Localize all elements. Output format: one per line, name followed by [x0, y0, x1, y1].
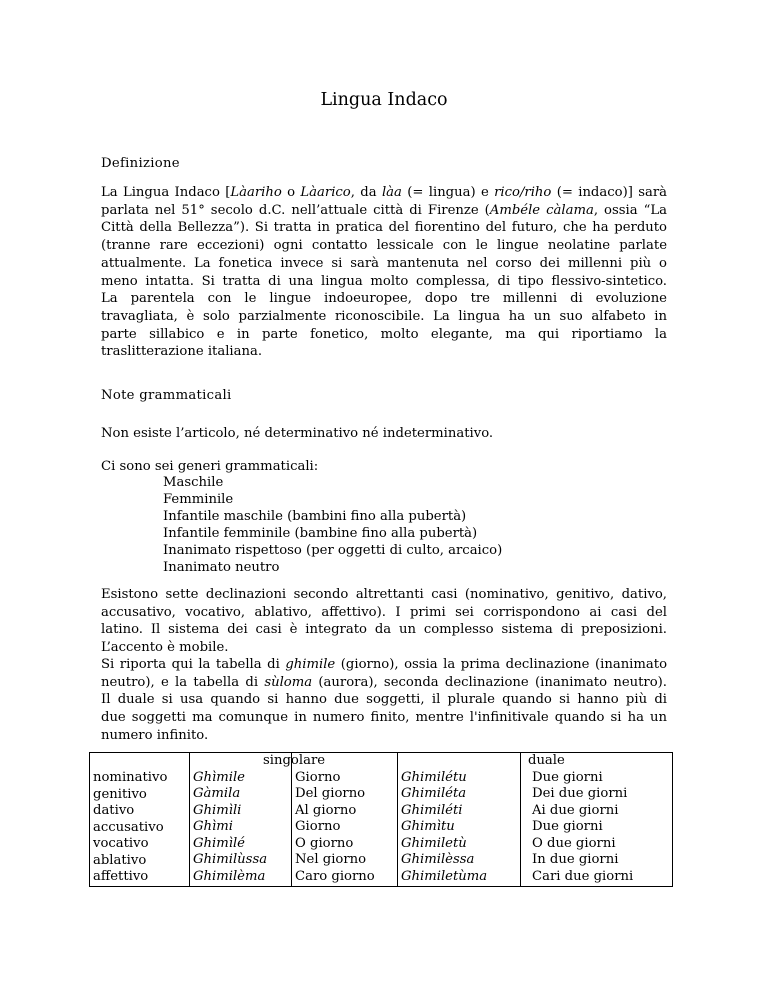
- dual-form: Ghimiléti: [401, 802, 463, 818]
- case-name: ablativo: [93, 852, 147, 868]
- italic-term: sùloma: [264, 674, 313, 690]
- text-line: parte sillabico e in parte fonetico, molto elegante, ma qui riportiamo la: [101, 326, 667, 342]
- text-line: Città della Bellezza”). Si tratta in pratica del fiorentino del futuro, che ha perduto: [101, 220, 667, 236]
- dual-translation: Dei due giorni: [532, 786, 628, 801]
- singular-form: Ghimilèma: [193, 868, 266, 884]
- gender-item: Infantile femminile (bambine fino alla pubertà): [163, 525, 478, 541]
- singular-translation: Nel giorno: [295, 852, 367, 867]
- dual-form: Ghimìtu: [401, 819, 455, 834]
- case-name: dativo: [93, 803, 135, 818]
- text-line: travagliata, è solo parzialmente riconoscibile. La lingua ha un suo alfabeto in: [101, 308, 667, 324]
- text-line: neutro), e la tabella di sùloma (aurora), seconda declinazione (inanimato neutro).: [101, 674, 667, 690]
- singular-translation: Giorno: [295, 769, 341, 785]
- cases-paragraph: [101, 586, 667, 657]
- dual-forms-column: [398, 753, 521, 887]
- italic-term: ghimile: [285, 657, 336, 672]
- dual-form: Ghimilèssa: [401, 852, 475, 867]
- document-title: Lingua Indaco: [320, 90, 448, 110]
- dual-form: Ghimiletùma: [401, 868, 488, 884]
- singular-translation: Al giorno: [295, 802, 357, 818]
- singular-form: Ghimìlé: [193, 835, 245, 851]
- singular-translations-column: [263, 753, 398, 887]
- text-line: La parentela con le lingue indoeuropee, dopo tre millenni di evoluzione: [101, 291, 667, 307]
- gender-item: Infantile maschile (bambini fino alla pubertà): [163, 508, 467, 524]
- dual-form: Ghimiléta: [401, 786, 467, 801]
- case-name: nominativo: [93, 770, 168, 785]
- text-line: L’accento è mobile.: [101, 640, 229, 656]
- definition-paragraph: [101, 184, 667, 361]
- section-heading-note-grammaticali: Note grammaticali: [101, 388, 232, 403]
- case-name: genitivo: [93, 786, 147, 802]
- text-line: Si riporta qui la tabella di ghimile (giorno), ossia la prima declinazione (inanimato: [101, 657, 668, 672]
- table-intro-paragraph: [101, 656, 667, 745]
- text-line: parlata nel 51° secolo d.C. nell’attuale città di Firenze (Ambéle càlama, ossia “La: [101, 202, 667, 218]
- dual-form: Ghimiletù: [401, 835, 467, 851]
- dual-translation: O due giorni: [532, 835, 616, 851]
- text-line: (tranne rare eccezioni) ogni contatto lessicale con le lingue neolatine parlate: [101, 238, 667, 254]
- singular-form: Ghìmile: [193, 769, 245, 785]
- singular-forms-column: [190, 753, 292, 887]
- gender-item: Maschile: [163, 475, 224, 490]
- singular-translation: Caro giorno: [295, 868, 375, 884]
- text-line: accusativo, vocativo, ablativo, affettivo). I primi sei corrispondono ai casi del: [101, 604, 667, 620]
- case-name: vocativo: [93, 836, 149, 851]
- dual-translations-column: [521, 753, 673, 887]
- dual-translation: Cari due giorni: [532, 868, 634, 884]
- case-name: affettivo: [93, 869, 149, 884]
- singular-form: Gàmila: [193, 786, 241, 801]
- section-heading-definizione: Definizione: [101, 156, 180, 171]
- gender-item: Femminile: [163, 491, 234, 507]
- singular-form: Ghìmi: [193, 819, 233, 834]
- case-names-column: [90, 753, 190, 887]
- text-line: attualmente. La fonetica invece si sarà mantenuta nel corso dei millenni più o: [101, 255, 667, 271]
- italic-term: làa: [381, 185, 402, 200]
- case-name: accusativo: [93, 819, 164, 835]
- text-line: numero infinito.: [101, 727, 209, 743]
- genders-intro: Ci sono sei generi grammaticali:: [101, 459, 319, 474]
- text-line: meno intatta. Si tratta di una lingua molto complessa, di tipo flessivo-sintetico.: [101, 273, 667, 289]
- singular-form: Ghimilùssa: [193, 852, 268, 867]
- declension-table: [89, 752, 673, 887]
- dual-translation: Due giorni: [532, 769, 603, 785]
- genders-list: [163, 475, 502, 576]
- text-line: due soggetti ma comunque in numero finito, mentre l'infinitivale quando si ha un: [101, 710, 667, 726]
- dual-translation: Due giorni: [532, 819, 603, 834]
- italic-term: Làariho: [230, 185, 282, 200]
- gender-item: Inanimato neutro: [163, 559, 280, 575]
- text-line: traslitterazione italiana.: [101, 344, 263, 360]
- italic-term: rico/riho: [494, 185, 552, 200]
- text-line: Il duale si usa quando si hanno due soggetti, il plurale quando si hanno più di: [101, 692, 667, 708]
- italic-term: Ambéle càlama: [489, 202, 594, 218]
- text-line: Esistono sette declinazioni secondo altrettanti casi (nominativo, genitivo, dativo,: [101, 587, 667, 602]
- article-note: Non esiste l’articolo, né determinativo né indeterminativo.: [101, 426, 494, 441]
- singular-form: Ghimìli: [193, 802, 242, 818]
- singular-translation: Del giorno: [295, 786, 366, 801]
- dual-translation: In due giorni: [532, 852, 619, 867]
- text-line: latino. Il sistema dei casi è integrato da un complesso sistema di preposizioni.: [101, 622, 667, 638]
- singular-header: singolare: [263, 753, 326, 768]
- text-line: La Lingua Indaco [Làariho o Làarico, da làa (= lingua) e rico/riho (= indaco)] sarà: [101, 185, 667, 200]
- dual-form: Ghimilétu: [401, 769, 467, 785]
- singular-translation: O giorno: [295, 835, 354, 851]
- singular-translation: Giorno: [295, 819, 341, 834]
- gender-item: Inanimato rispettoso (per oggetti di culto, arcaico): [163, 542, 503, 558]
- dual-translation: Ai due giorni: [532, 802, 619, 818]
- italic-term: Làarico: [300, 185, 351, 200]
- dual-header: duale: [528, 753, 565, 768]
